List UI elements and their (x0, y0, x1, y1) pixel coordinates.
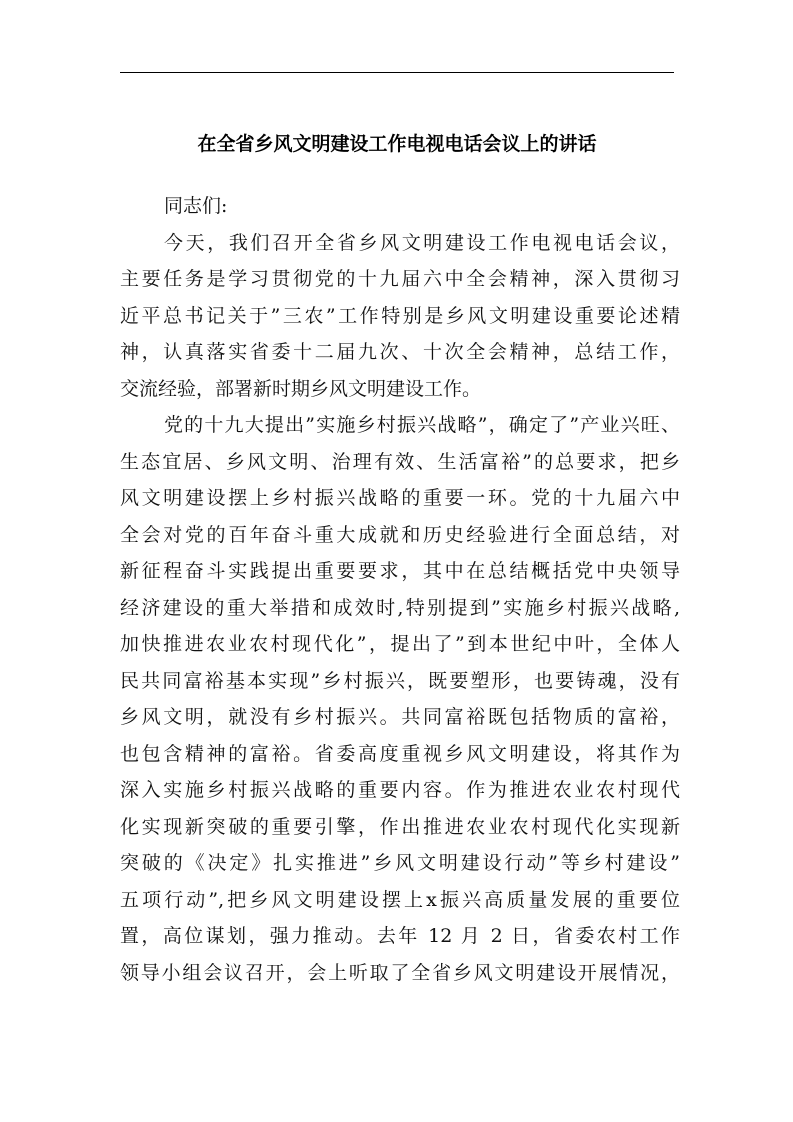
body-line: 领导小组会议召开，会上听取了全省乡风文明建设开展情况， (120, 961, 680, 984)
body-line: 今天，我们召开全省乡风文明建设工作电视电话会议， (164, 231, 680, 254)
body-line: 同志们: (164, 195, 228, 217)
body-line: 加快推进农业农村现代化”，提出了”到本世纪中叶，全体人 (120, 633, 680, 655)
body-line: 深入实施乡村振兴战略的重要内容。作为推进农业农村现代 (120, 779, 680, 801)
body-line: 置，高位谋划，强力推动。去年 12 月 2 日，省委农村工作 (120, 925, 680, 947)
body-line: 民共同富裕基本实现”乡村振兴，既要塑形，也要铸魂，没有 (120, 669, 680, 692)
body-line: 也包含精神的富裕。省委高度重视乡风文明建设，将其作为 (120, 742, 680, 765)
body-line: 五项行动”,把乡风文明建设摆上x振兴高质量发展的重要位 (120, 888, 680, 911)
header-rule (120, 72, 674, 73)
body-line: 突破的《决定》扎实推进”乡风文明建设行动”等乡村建设” (120, 852, 680, 874)
body-line: 化实现新突破的重要引擎，作出推进农业农村现代化实现新 (120, 815, 680, 838)
body-line: 生态宜居、乡风文明、治理有效、生活富裕”的总要求，把乡 (120, 450, 680, 473)
document-body (120, 188, 680, 991)
body-line: 经济建设的重大举措和成效时,特别提到”实施乡村振兴战略, (120, 596, 680, 619)
body-line: 乡风文明，就没有乡村振兴。共同富裕既包括物质的富裕， (120, 706, 680, 728)
body-line: 近平总书记关于”三农”工作特别是乡风文明建设重要论述精 (120, 304, 680, 327)
body-line: 主要任务是学习贯彻党的十九届六中全会精神，深入贯彻习 (120, 268, 680, 290)
body-line: 全会对党的百年奋斗重大成就和历史经验进行全面总结，对 (120, 523, 680, 546)
body-line: 神，认真落实省委十二届九次、十次全会精神，总结工作， (120, 341, 680, 363)
body-line: 风文明建设摆上乡村振兴战略的重要一环。党的十九届六中 (120, 487, 680, 509)
body-line: 新征程奋斗实践提出重要要求，其中在总结概括党中央领导 (120, 560, 680, 582)
body-line: 交流经验，部署新时期乡风文明建设工作。 (120, 377, 482, 400)
document-title: 在全省乡风文明建设工作电视电话会议上的讲话 (197, 133, 597, 155)
body-line: 党的十九大提出”实施乡村振兴战略”，确定了”产业兴旺、 (164, 414, 680, 436)
